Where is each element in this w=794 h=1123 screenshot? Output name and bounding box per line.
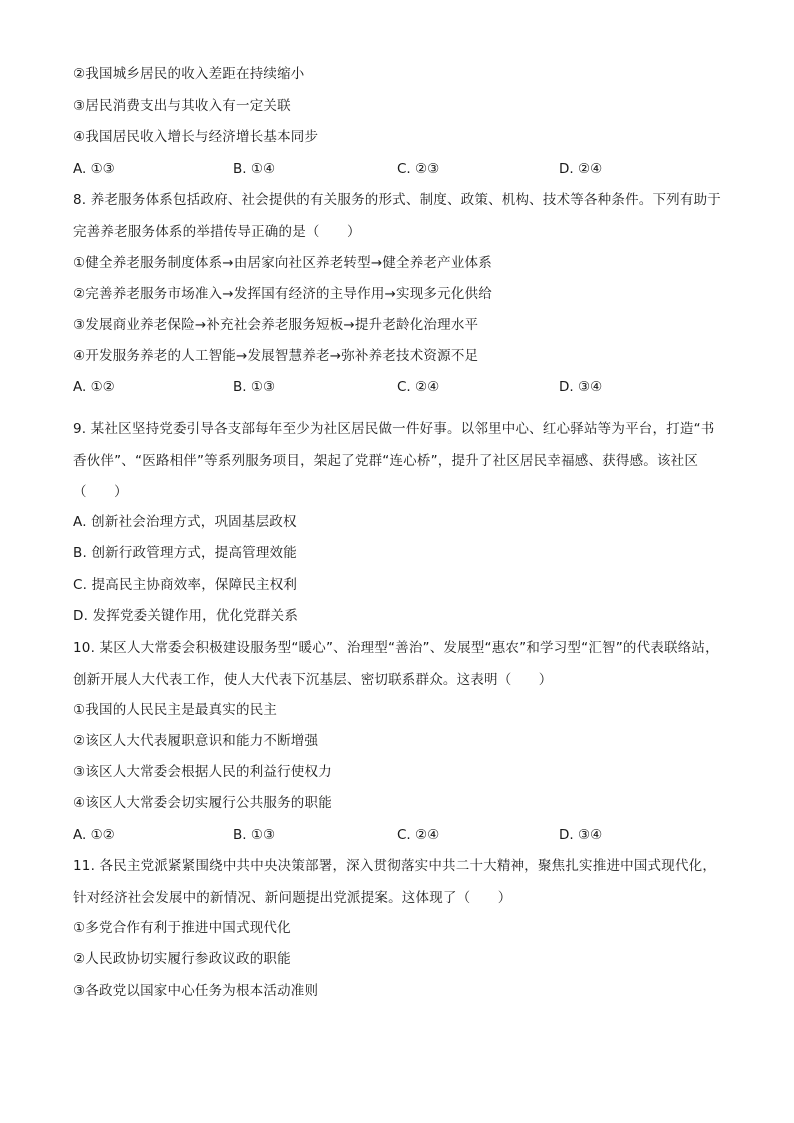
q8-option-d[interactable]: D. ③④ <box>559 379 603 395</box>
q10-option-d[interactable]: D. ③④ <box>559 827 603 843</box>
q11-statement-2: ②人民政协切实履行参政议政的职能 <box>73 951 291 967</box>
q10-statement-3: ③该区人大常委会根据人民的利益行使权力 <box>73 764 332 780</box>
q7-statement-2: ②我国城乡居民的收入差距在持续缩小 <box>73 66 305 82</box>
q9-option-d[interactable]: D. 发挥党委关键作用，优化党群关系 <box>73 608 299 624</box>
q8-option-a[interactable]: A. ①② <box>73 379 115 395</box>
q8-stem: 8. 养老服务体系包括政府、社会提供的有关服务的形式、制度、政策、机构、技术等各种条件。下列有助于完善养老服务体系的举措传导正确的是（ ） <box>73 192 721 240</box>
q9-option-c[interactable]: C. 提高民主协商效率，保障民主权利 <box>73 577 298 593</box>
q8-statement-4: ④开发服务养老的人工智能→发展智慧养老→弥补养老技术资源不足 <box>73 348 479 364</box>
q9-option-b[interactable]: B. 创新行政管理方式，提高管理效能 <box>73 545 297 561</box>
q10-option-b[interactable]: B. ①③ <box>233 827 276 843</box>
q7-statement-4: ④我国居民收入增长与经济增长基本同步 <box>73 129 319 145</box>
q8-option-b[interactable]: B. ①③ <box>233 379 276 395</box>
q10-statement-1: ①我国的人民民主是最真实的民主 <box>73 702 278 718</box>
q8-statement-3: ③发展商业养老保险→补充社会养老服务短板→提升老龄化治理水平 <box>73 317 479 333</box>
q7-statement-3: ③居民消费支出与其收入有一定关联 <box>73 98 291 114</box>
q10-stem: 10. 某区人大常委会积极建设服务型“暖心”、治理型“善治”、发展型“惠农”和学习型“汇智”的代表联络站，创新开展人大代表工作，使人大代表下沉基层、密切联系群众。这表明（ ） <box>73 640 719 688</box>
q7-option-b[interactable]: B. ①④ <box>233 161 276 177</box>
q7-option-a[interactable]: A. ①③ <box>73 161 115 177</box>
q10-statement-2: ②该区人大代表履职意识和能力不断增强 <box>73 733 319 749</box>
q10-statement-4: ④该区人大常委会切实履行公共服务的职能 <box>73 795 332 811</box>
q7-option-d[interactable]: D. ②④ <box>559 161 603 177</box>
q8-option-c[interactable]: C. ②④ <box>397 379 440 395</box>
q9-option-a[interactable]: A. 创新社会治理方式，巩固基层政权 <box>73 514 297 530</box>
q10-option-a[interactable]: A. ①② <box>73 827 115 843</box>
q8-statement-1: ①健全养老服务制度体系→由居家向社区养老转型→健全养老产业体系 <box>73 255 492 271</box>
q9-stem: 9. 某社区坚持党委引导各支部每年至少为社区居民做一件好事。以邻里中心、红心驿站等为平台，打造“书香伙伴”、“医路相伴”等系列服务项目，架起了党群“连心桥”，提升了社区居民幸福感、获得感。该社区（ ） <box>73 421 715 500</box>
q11-statement-3: ③各政党以国家中心任务为根本活动准则 <box>73 983 319 999</box>
q11-stem: 11. 各民主党派紧紧围绕中共中央决策部署，深入贯彻落实中共二十大精神，聚焦扎实推进中国式现代化，针对经济社会发展中的新情况、新问题提出党派提案。这体现了（ ） <box>73 858 717 906</box>
q7-option-c[interactable]: C. ②③ <box>397 161 440 177</box>
q11-statement-1: ①多党合作有利于推进中国式现代化 <box>73 920 291 936</box>
q8-statement-2: ②完善养老服务市场准入→发挥国有经济的主导作用→实现多元化供给 <box>73 286 492 302</box>
q10-option-c[interactable]: C. ②④ <box>397 827 440 843</box>
